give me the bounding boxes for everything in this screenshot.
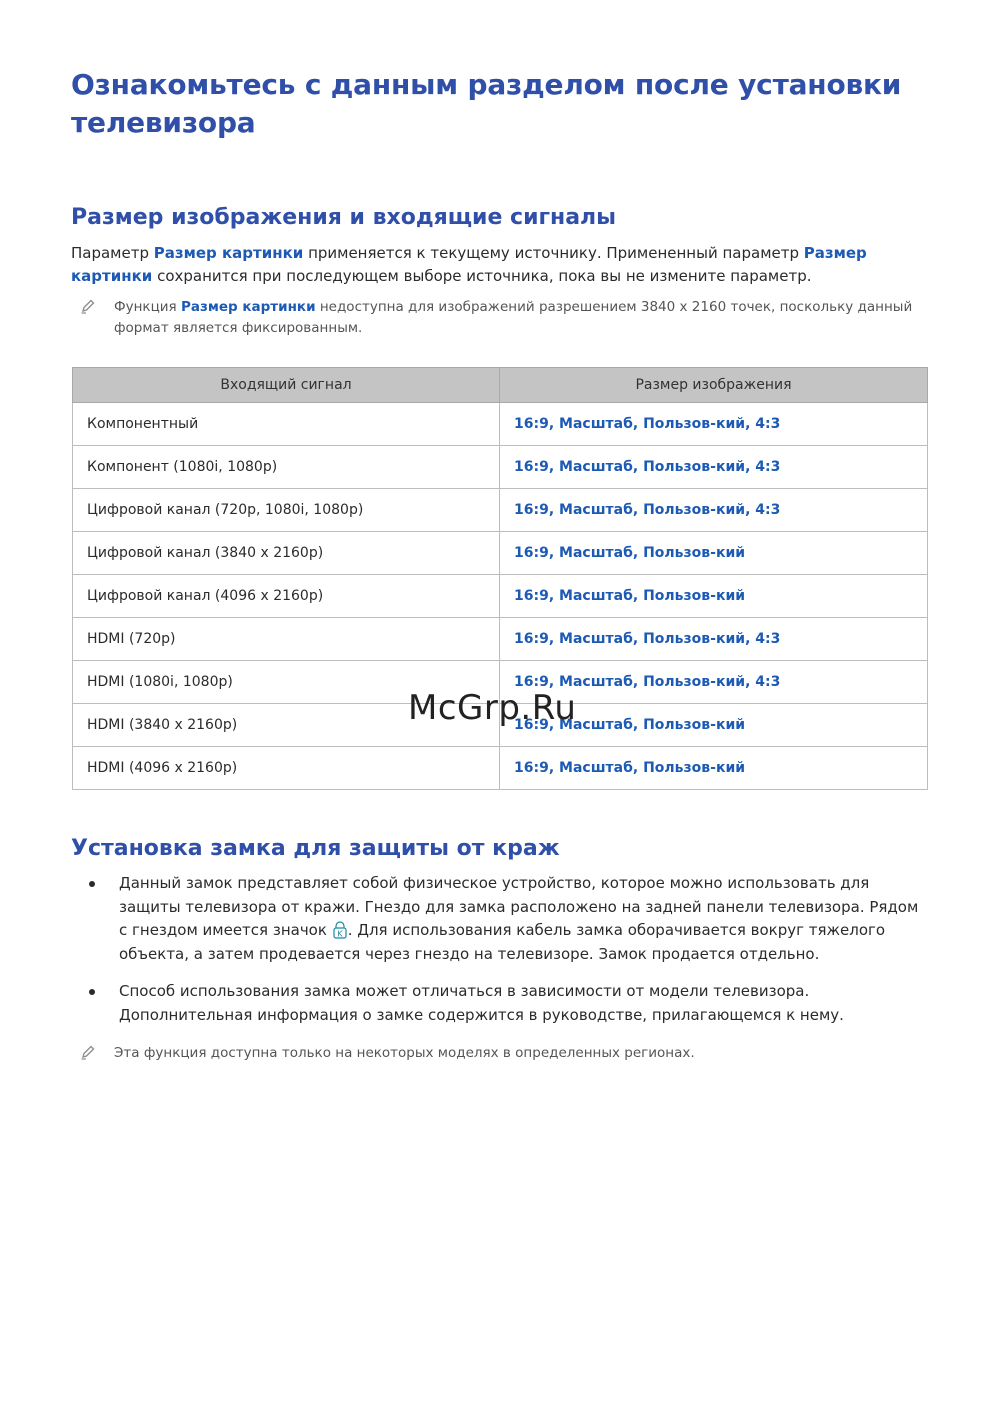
para-text-mid: применяется к текущему источнику. Примененный параметр [303,244,804,262]
table-row [73,575,928,618]
table-row [73,618,928,661]
list-item [71,980,931,1027]
header-picture-size: Размер изображения [500,368,928,403]
signal-cell: HDMI (4096 x 2160p) [73,747,500,790]
table-header-row [73,368,928,403]
signal-cell: HDMI (1080i, 1080p) [73,661,500,704]
page-title: Ознакомьтесь с данным разделом после установки телевизора [71,68,902,139]
header-input-signal: Входящий сигнал [73,368,500,403]
bullet1-text-post: . Для использования кабель замка оборачивается вокруг тяжелого объекта, а затем продевается через гнездо на телевизоре. Замок продается отдельно. [119,921,886,963]
kensington-lock-icon [332,921,348,939]
size-cell: 16:9, Масштаб, Пользов-кий, 4:3 [500,403,928,446]
note-pencil-icon [80,298,96,314]
svg-text:K: K [337,929,343,939]
size-cell: 16:9, Масштаб, Пользов-кий [500,704,928,747]
picture-size-term-1: Размер картинки [153,244,304,262]
table-row [73,747,928,790]
note-text-post: недоступна для изображений разрешением 3840 x 2160 точек, поскольку данный формат является фиксированным. [114,299,913,336]
signal-cell: HDMI (3840 x 2160p) [73,704,500,747]
picture-size-paragraph [71,242,931,288]
size-cell: 16:9, Масштаб, Пользов-кий, 4:3 [500,661,928,704]
table-row [73,403,928,446]
para-text-post: сохранится при последующем выборе источника, пока вы не измените параметр. [152,267,812,285]
picture-size-term-2: Размер картинки [71,244,867,285]
table-row [73,532,928,575]
signal-cell: Компонент (1080i, 1080p) [73,446,500,489]
size-cell: 16:9, Масштаб, Пользов-кий [500,747,928,790]
lock-bullet-list [71,872,931,1041]
bullet-icon [89,881,95,887]
signal-cell: Компонентный [73,403,500,446]
signal-cell: Цифровой канал (720p, 1080i, 1080p) [73,489,500,532]
signal-cell: Цифровой канал (4096 x 2160p) [73,575,500,618]
picture-size-note [114,297,914,339]
note-picture-size-term: Размер картинки [180,299,316,315]
watermark: McGrp.Ru [408,688,577,728]
table-row [73,489,928,532]
para-text-pre: Параметр [71,244,154,262]
section-title-picture-size: Размер изображения и входящие сигналы [71,205,617,230]
note-text-pre: Функция [114,299,181,315]
bullet1-text-pre: Данный замок представляет собой физическое устройство, которое можно использовать для защиты телевизора от кражи. Гнездо для замка расположено на задней панели телевизора. Рядом с гнездом имеется значок [119,874,919,939]
size-cell: 16:9, Масштаб, Пользов-кий, 4:3 [500,618,928,661]
signal-cell: Цифровой канал (3840 x 2160p) [73,532,500,575]
size-cell: 16:9, Масштаб, Пользов-кий, 4:3 [500,446,928,489]
note-pencil-icon [80,1044,96,1060]
size-cell: 16:9, Масштаб, Пользов-кий, 4:3 [500,489,928,532]
list-item [71,872,931,966]
bullet-icon [89,989,95,995]
size-cell: 16:9, Масштаб, Пользов-кий [500,575,928,618]
section-title-anti-theft-lock: Установка замка для защиты от краж [71,836,560,861]
table-row [73,446,928,489]
bullet2-text: Способ использования замка может отличаться в зависимости от модели телевизора. Дополнительная информация о замке содержится в руководстве, прилагающемся к нему. [119,982,844,1024]
lock-availability-note: Эта функция доступна только на некоторых моделях в определенных регионах. [114,1045,695,1061]
signal-cell: HDMI (720p) [73,618,500,661]
size-cell: 16:9, Масштаб, Пользов-кий [500,532,928,575]
